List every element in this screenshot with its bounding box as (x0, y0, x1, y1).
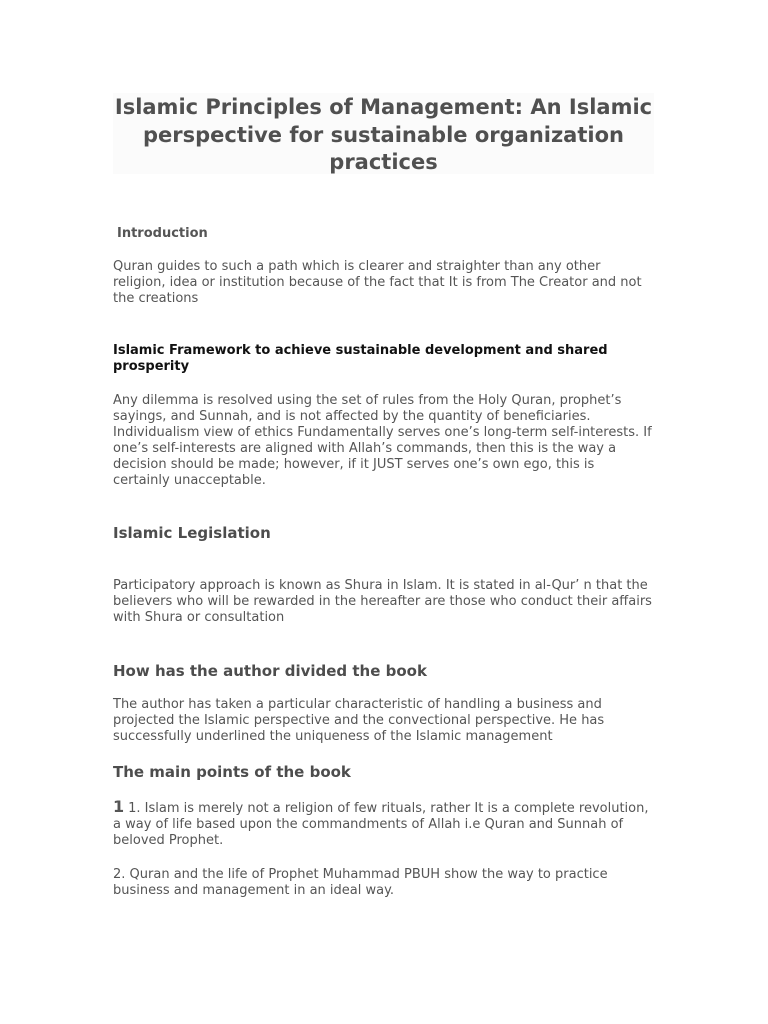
introduction-heading: Introduction (117, 226, 208, 241)
legislation-text: Participatory approach is known as Shura in Islam. It is stated in al-Qur’ n that the believers who will be rewarded in the hereafter are those who conduct their affairs with Shura or consultation (113, 578, 652, 625)
framework-text: Any dilemma is resolved using the set of rules from the Holy Quran, prophet’s sayings, and Sunnah, and is not affected by the quantity of beneficiaries. Individualism view of ethics Fundamentally serves one’s long-term self-interests. If one’s self-interests are aligned with Allah’s commands, then this is the way a decision should be made; however, if it JUST serves one’s own ego, this is certainly unacceptable. (113, 393, 652, 488)
division-heading: How has the author divided the book (113, 662, 427, 680)
legislation-heading: Islamic Legislation (113, 524, 271, 542)
list-marker: 1 (113, 797, 125, 816)
main-points-heading: The main points of the book (113, 763, 351, 781)
division-text: The author has taken a particular characteristic of handling a business and projected the Islamic perspective and the convectional perspective. He has successfully underlined the uniqueness of the Islamic management (113, 697, 605, 744)
title-box (113, 93, 654, 174)
main-point-2: 2. Quran and the life of Prophet Muhammad PBUH show the way to practice business and management in an ideal way. (113, 867, 608, 898)
document-title: Islamic Principles of Management: An Islamic perspective for sustainable organization practices (114, 95, 653, 174)
main-point-1 (113, 799, 654, 849)
introduction-text: Quran guides to such a path which is clearer and straighter than any other religion, idea or institution because of the fact that It is from The Creator and not the creations (113, 259, 642, 306)
main-point-1-text: 1. Islam is merely not a religion of few rituals, rather It is a complete revolution, a way of life based upon the commandments of Allah i.e Quran and Sunnah of beloved Prophet. (113, 801, 649, 848)
framework-heading: Islamic Framework to achieve sustainable development and shared prosperity (113, 343, 608, 374)
